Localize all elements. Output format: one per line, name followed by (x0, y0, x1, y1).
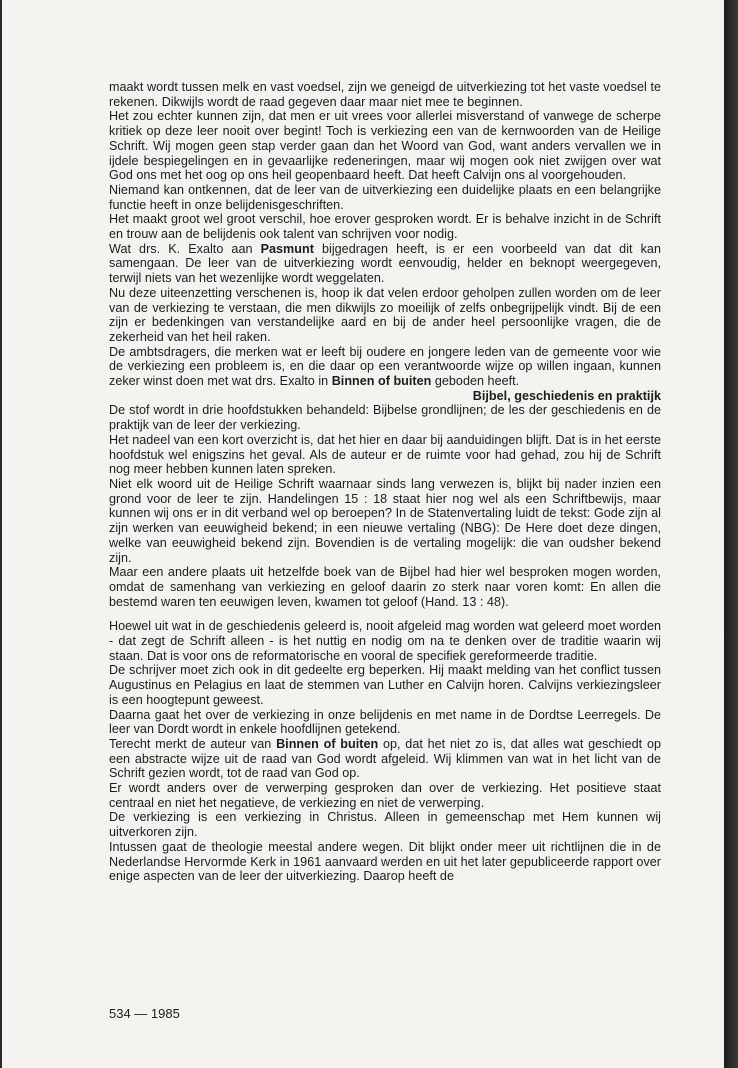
book-title: Binnen of buiten (276, 736, 379, 751)
paragraph-text: Terecht merkt de auteur van (109, 736, 277, 751)
paragraph: Nu deze uiteenzetting verschenen is, hoop ik dat velen erdoor geholpen zullen worden om de leer van de verkiezing te verstaan, die men dikwijls zo moeilijk of zelfs onbegrijpelijk vindt. Bij de een zijn er bedenkingen van verstandelijke aard en bij de ander heel persoonlijke vragen, die de zekerheid van het heil raken. (109, 285, 661, 344)
paragraph: maakt wordt tussen melk en vast voedsel, zijn we geneigd de uitverkiezing tot het vaste voedsel te rekenen. Dikwijls wordt de raad gegeven daar maar niet mee te beginnen. (109, 80, 661, 109)
page-edge (724, 0, 738, 1068)
paragraph: Het zou echter kunnen zijn, dat men er uit vrees voor allerlei misverstand of vanwege de scherpe kritiek op deze leer nooit over begint! Toch is verkiezing een van de kernwoorden van de Heilige Schrift. Wij mogen geen stap verder gaan dan het Woord van God, want anders vervallen we in ijdele bespiegelingen en in gevaarlijke redeneringen, maar wij mogen ook niet zwijgen over wat God ons met het oog op ons heil geopenbaard heeft. Dat heeft Calvijn ons al voorgehouden. (109, 109, 661, 183)
book-title: Binnen of buiten (331, 374, 432, 389)
paragraph: De verkiezing is een verkiezing in Christus. Alleen in gemeenschap met Hem kunnen wij uitverkoren zijn. (109, 810, 661, 840)
paragraph: Niet elk woord uit de Heilige Schrift waarnaar sinds lang verwezen is, blijkt bij nader inzien een grond voor de leer te zijn. Handelingen 15 : 18 staat hier nog wel als een Schriftbewijs, maar kunnen wij ons er in dit verband wel op beroepen? In de Statenvertaling luidt de tekst: Gode zijn al zijn werken van eeuwigheid bekend; in een nieuwe vertaling (NBG): De Here doet deze dingen, welke van eeuwigheid bekend zijn. Bovendien is de vertaling mogelijk: die van oudsher bekend zijn. (109, 476, 661, 565)
paragraph: Niemand kan ontkennen, dat de leer van de uitverkiezing een duidelijke plaats en een belangrijke functie heeft in onze belijdenisgeschriften. (109, 182, 661, 212)
paragraph-text: geboden heeft. (431, 374, 520, 389)
paragraph: Het nadeel van een kort overzicht is, dat het hier en daar bij aanduidingen blijft. Dat is in het eerste hoofdstuk wel enigszins het geval. Als de auteur er de ruimte voor had gehad, zou hij de Schrift nog meer hebben kunnen laten spreken. (109, 432, 661, 477)
paragraph (109, 345, 661, 389)
paragraph: Intussen gaat de theologie meestal andere wegen. Dit blijkt onder meer uit richtlijnen die in de Nederlandse Hervormde Kerk in 1961 aanvaard werden en uit het later gepubliceerde rapport over enige aspecten van de leer der uitverkiezing. Daarop heeft de (109, 839, 661, 884)
book-title: Pasmunt (260, 241, 314, 256)
document-page (2, 0, 724, 1068)
paragraph-text: bijgedragen heeft, is er een voorbeeld van dat dit kan samengaan. De leer van de uitverkiezing wordt eenvoudig, helder en beknopt weergegeven, terwijl niets van het wezenlijke wordt weggelaten. (109, 241, 661, 286)
paragraph: Er wordt anders over de verwerping gesproken dan over de verkiezing. Het positieve staat centraal en niet het negatieve, de verkiezing en niet de verwerping. (109, 781, 661, 810)
paragraph: Daarna gaat het over de verkiezing in onze belijdenis en met name in de Dordtse Leerregels. De leer van Dordt wordt in enkele hoofdlijnen getekend. (109, 707, 661, 737)
paragraph: Maar een andere plaats uit hetzelfde boek van de Bijbel had hier wel besproken mogen worden, omdat de samenhang van verkiezing en geloof daarin zo sterk naar voren komt: En allen die bestemd waren ten eeuwigen leven, kwamen tot geloof (Hand. 13 : 48). (109, 565, 661, 609)
paragraph (109, 242, 661, 286)
paragraph: Het maakt groot wel groot verschil, hoe erover gesproken wordt. Er is behalve inzicht in de Schrift en trouw aan de belijdenis ook talent van schrijven voor nodig. (109, 212, 661, 242)
section-heading: Bijbel, geschiedenis en praktijk (472, 388, 661, 403)
paragraph: De stof wordt in drie hoofdstukken behandeld: Bijbelse grondlijnen; de les der geschiedenis en de praktijk van de leer der verkiezing. (109, 403, 661, 433)
article-body (109, 80, 661, 884)
paragraph-text: Wat drs. K. Exalto aan (109, 241, 261, 256)
paragraph-text: De ambtsdragers, die merken wat er leeft bij oudere en jongere leden van de gemeente voor wie de verkiezing een probleem is, en die daar op een verantwoorde wijze op willen ingaan, kunnen zeker winst doen met wat drs. Exalto in (109, 344, 661, 389)
page-footer: 534 — 1985 (109, 1006, 180, 1021)
paragraph: Hoewel uit wat in de geschiedenis geleerd is, nooit afgeleid mag worden wat geleerd moet worden - dat zegt de Schrift alleen - is het nuttig en nodig om na te denken over de traditie waarin wij staan. Dat is voor ons de reformatorische en vooral de specifiek gereformeerde traditie. (109, 619, 661, 663)
paragraph (109, 737, 661, 781)
paragraph: De schrijver moet zich ook in dit gedeelte erg beperken. Hij maakt melding van het conflict tussen Augustinus en Pelagius en laat de stemmen van Luther en Calvijn horen. Calvijns verkiezingsleer is een hoogtepunt geweest. (109, 663, 661, 707)
paragraph-text: op, dat het niet zo is, dat alles wat geschiedt op een abstracte wijze uit de raad van God wordt afgeleid. Wij klimmen van wat in het licht van de Schrift gezien wordt, tot de raad van God op. (109, 736, 662, 781)
